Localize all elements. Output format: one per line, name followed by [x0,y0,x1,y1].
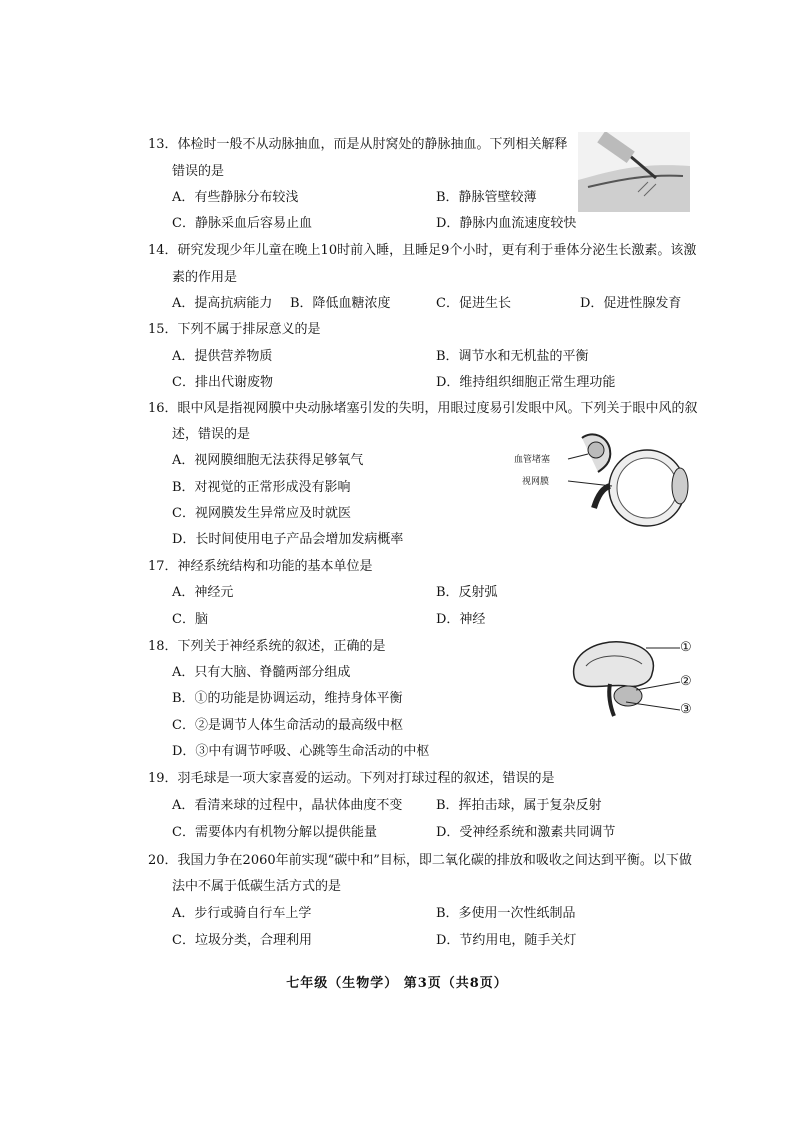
q20-option-b: B．多使用一次性纸制品 [436,906,576,921]
q14-option-b: B．降低血糖浓度 [290,296,391,311]
q15-stem: 15．下列不属于排尿意义的是 [148,322,321,337]
fig-label-3: ③ [680,702,692,717]
q15-option-a: A．提供营养物质 [172,349,273,364]
fig-label-retina: 视网膜 [522,477,550,487]
q20-option-c: C．垃圾分类，合理利用 [172,933,312,948]
q14-stem-line1: 14．研究发现少年儿童在晚上10时前入睡，且睡足9个小时，更有利于垂体分泌生长激素。该激 [148,243,697,258]
q17-stem: 17．神经系统结构和功能的基本单位是 [148,559,373,574]
brain-icon [566,636,698,718]
q13-option-b: B．静脉管壁较薄 [436,190,537,205]
eye-figure [512,428,702,528]
q19-option-d: D．受神经系统和激素共同调节 [436,825,616,840]
q18-stem: 18．下列关于神经系统的叙述，正确的是 [148,639,386,654]
q16-option-d: D．长时间使用电子产品会增加发病概率 [172,532,404,547]
q13-option-d: D．静脉内血流速度较快 [436,216,577,231]
q16-stem-line1: 16．眼中风是指视网膜中央动脉堵塞引发的失明，用眼过度易引发眼中风。下列关于眼中风的叙 [148,401,698,416]
q16-option-c: C．视网膜发生异常应及时就医 [172,506,351,521]
q13-stem-line2: 错误的是 [172,164,225,179]
arm-blood-draw-figure [578,132,690,212]
q18-option-d: D．③中有调节呼吸、心跳等生命活动的中枢 [172,744,430,759]
q15-option-b: B．调节水和无机盐的平衡 [436,349,589,364]
fig-label-1: ① [680,640,692,655]
q19-option-b: B．挥拍击球，属于复杂反射 [436,798,602,813]
q16-option-b: B．对视觉的正常形成没有影响 [172,480,351,495]
q16-option-a: A．视网膜细胞无法获得足够氧气 [172,453,364,468]
q17-option-a: A．神经元 [172,585,234,600]
q13-option-c: C．静脉采血后容易止血 [172,216,312,231]
q20-stem-line2: 法中不属于低碳生活方式的是 [172,879,342,894]
fig-label-2: ② [680,674,692,689]
q18-option-a: A．只有大脑、脊髓两部分组成 [172,665,351,680]
q13-stem-line1: 13．体检时一般不从动脉抽血，而是从肘窝处的静脉抽血。下列相关解释 [148,137,568,152]
q17-option-d: D．神经 [436,612,486,627]
q19-option-a: A．看清来球的过程中，晶状体曲度不变 [172,798,403,813]
page-footer: 七年级（生物学） 第3页（共8页） [286,976,508,991]
fig-label-blood-clot: 血管堵塞 [514,455,551,465]
q18-option-b: B．①的功能是协调运动，维持身体平衡 [172,691,403,706]
q19-option-c: C．需要体内有机物分解以提供能量 [172,825,377,840]
q16-stem-line2: 述，错误的是 [172,427,251,442]
q20-stem-line1: 20．我国力争在2060年前实现“碳中和”目标，即二氧化碳的排放和吸收之间达到平衡。以下做 [148,853,692,868]
q17-option-b: B．反射弧 [436,585,498,600]
q20-option-d: D．节约用电，随手关灯 [436,933,577,948]
q14-option-a: A．提高抗病能力 [172,296,273,311]
q20-option-a: A．步行或骑自行车上学 [172,906,312,921]
q14-option-d: D．促进性腺发育 [580,296,682,311]
q19-stem: 19．羽毛球是一项大家喜爱的运动。下列对打球过程的叙述，错误的是 [148,771,555,786]
q15-option-c: C．排出代谢废物 [172,375,273,390]
brain-figure [566,636,698,718]
q14-option-c: C．促进生长 [436,296,511,311]
q14-stem-line2: 素的作用是 [172,270,238,285]
q17-option-c: C．脑 [172,612,208,627]
q13-option-a: A．有些静脉分布较浅 [172,190,299,205]
q18-option-c: C．②是调节人体生命活动的最高级中枢 [172,718,403,733]
q15-option-d: D．维持组织细胞正常生理功能 [436,375,616,390]
